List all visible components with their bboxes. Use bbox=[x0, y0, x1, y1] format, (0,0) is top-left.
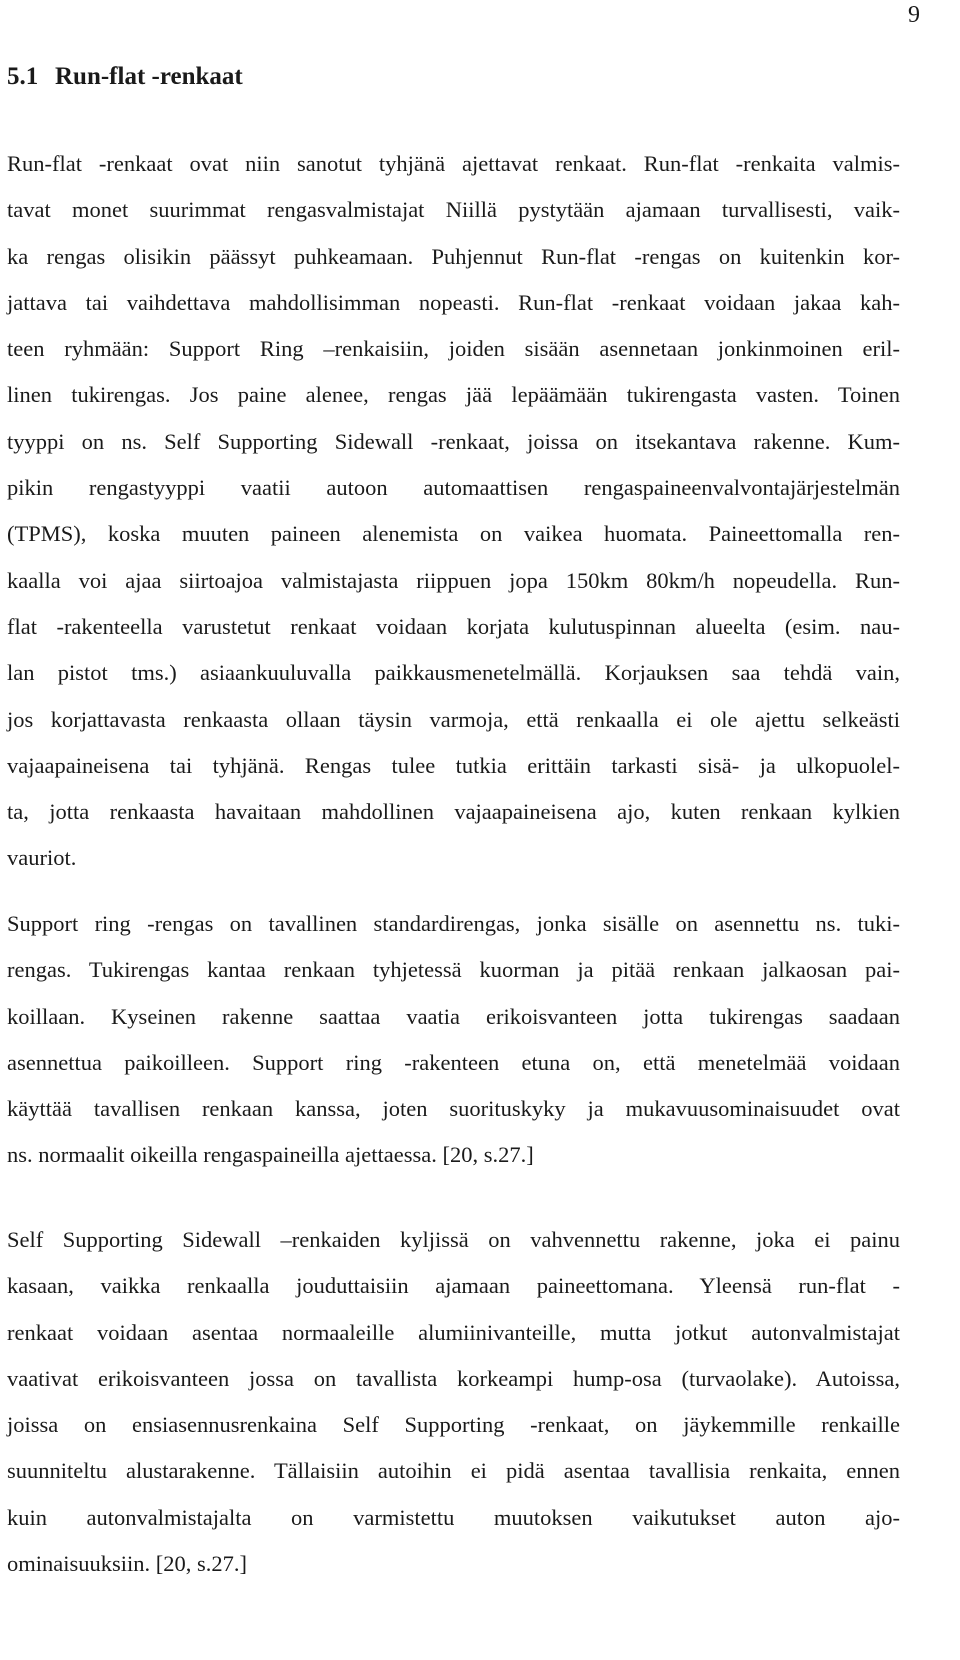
text-line: asennettua paikoilleen. Support ring -rakenteen etuna on, että menetelmää voidaan bbox=[7, 1049, 900, 1075]
text-line: joissa on ensiasennusrenkaina Self Supporting -renkaat, on jäykemmille renkaille bbox=[7, 1412, 900, 1438]
text-line: teen ryhmään: Support Ring –renkaisiin, joiden sisään asennetaan jonkinmoinen eril- bbox=[7, 336, 900, 362]
paragraph-run-flat-intro bbox=[7, 141, 900, 882]
text-line: vaativat erikoisvanteen jossa on tavallista korkeampi hump-osa (turvaolake). Autoissa, bbox=[7, 1365, 900, 1391]
paragraph-self-supporting-sidewall bbox=[7, 1217, 900, 1587]
text-line: pikin rengastyyppi vaatii autoon automaattisen rengaspaineenvalvontajärjestelmän bbox=[7, 475, 900, 501]
text-line: Support ring -rengas on tavallinen standardirengas, jonka sisälle on asennettu ns. tuki- bbox=[7, 911, 900, 936]
text-line: vauriot. bbox=[7, 845, 77, 871]
text-line: vajaapaineisena tai tyhjänä. Rengas tulee tutkia erittäin tarkasti sisä- ja ulkopuolel- bbox=[7, 752, 900, 778]
text-line: renkaat voidaan asentaa normaaleille alumiinivanteille, mutta jotkut autonvalmistajat bbox=[7, 1319, 900, 1345]
text-line: Run-flat -renkaat ovat niin sanotut tyhjänä ajettavat renkaat. Run-flat -renkaita valmis- bbox=[7, 151, 900, 176]
text-line: tyyppi on ns. Self Supporting Sidewall -renkaat, joissa on itsekantava rakenne. Kum- bbox=[7, 428, 900, 454]
text-line: kasaan, vaikka renkaalla jouduttaisiin ajamaan paineettomana. Yleensä run-flat - bbox=[7, 1273, 900, 1299]
text-line: ka rengas olisikin päässyt puhkeamaan. Puhjennut Run-flat -rengas on kuitenkin kor- bbox=[7, 243, 900, 269]
text-line: rengas. Tukirengas kantaa renkaan tyhjetessä kuorman ja pitää renkaan jalkaosan pai- bbox=[7, 957, 900, 983]
page-number: 9 bbox=[908, 2, 920, 28]
text-line: jattava tai vaihdettava mahdollisimman nopeasti. Run-flat -renkaat voidaan jakaa kah- bbox=[7, 289, 900, 315]
text-line: (TPMS), koska muuten paineen alenemista on vaikea huomata. Paineettomalla ren- bbox=[7, 521, 900, 547]
text-line: ominaisuuksiin. [20, s.27.] bbox=[7, 1551, 247, 1577]
text-line: suunniteltu alustarakenne. Tällaisiin autoihin ei pidä asentaa tavallisia renkaita, ennen bbox=[7, 1458, 900, 1484]
text-line: linen tukirengas. Jos paine alenee, rengas jää lepäämään tukirengasta vasten. Toinen bbox=[7, 382, 900, 408]
text-line: käyttää tavallisen renkaan kanssa, joten suorituskyky ja mukavuusominaisuudet ovat bbox=[7, 1096, 900, 1122]
text-line: lan pistot tms.) asiaankuuluvalla paikkausmenetelmällä. Korjauksen saa tehdä vain, bbox=[7, 660, 900, 686]
text-line: ns. normaalit oikeilla rengaspaineilla ajettaessa. [20, s.27.] bbox=[7, 1142, 534, 1168]
section-title: Run-flat -renkaat bbox=[55, 63, 243, 90]
text-line: koillaan. Kyseinen rakenne saattaa vaatia erikoisvanteen jotta tukirengas saadaan bbox=[7, 1003, 900, 1029]
text-line: jos korjattavasta renkaasta ollaan täysin varmoja, että renkaalla ei ole ajettu selkeästi bbox=[7, 706, 900, 732]
section-number: 5.1 bbox=[7, 63, 39, 90]
section-heading bbox=[7, 62, 243, 92]
text-line: Self Supporting Sidewall –renkaiden kyljissä on vahvennettu rakenne, joka ei painu bbox=[7, 1227, 900, 1252]
text-line: kuin autonvalmistajalta on varmistettu muutoksen vaikutukset auton ajo- bbox=[7, 1504, 900, 1530]
text-line: tavat monet suurimmat rengasvalmistajat Niillä pystytään ajamaan turvallisesti, vaik- bbox=[7, 197, 900, 223]
text-line: ta, jotta renkaasta havaitaan mahdollinen vajaapaineisena ajo, kuten renkaan kylkien bbox=[7, 799, 900, 825]
text-line: flat -rakenteella varustetut renkaat voidaan korjata kulutuspinnan alueelta (esim. nau- bbox=[7, 613, 900, 639]
paragraph-support-ring bbox=[7, 901, 900, 1179]
text-line: kaalla voi ajaa siirtoajoa valmistajasta riippuen jopa 150km 80km/h nopeudella. Run- bbox=[7, 567, 900, 593]
